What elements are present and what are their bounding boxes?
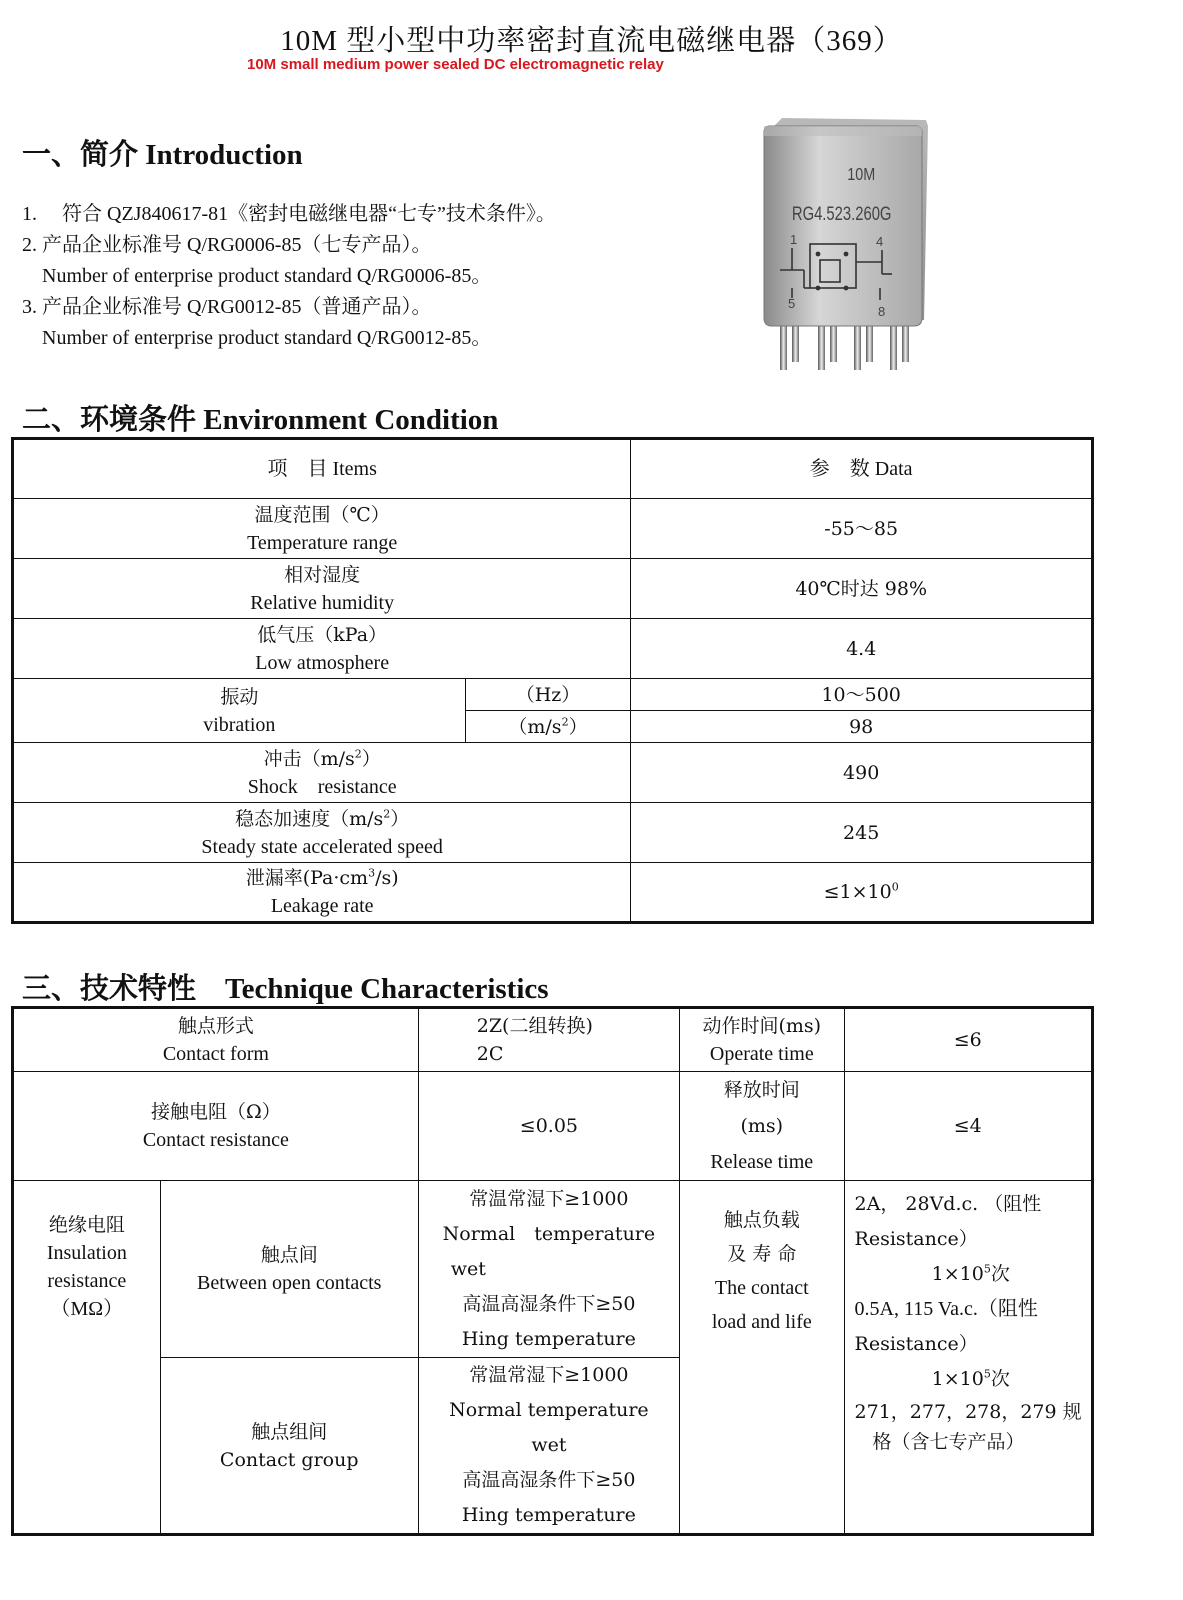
tech-item-unit: （MΩ） xyxy=(50,1298,124,1320)
relay-model-text: 10M xyxy=(847,164,876,185)
tech-item-en: Contact resistance xyxy=(142,1129,289,1151)
env-table xyxy=(11,437,1094,924)
tech-item-en: Release time xyxy=(710,1151,814,1173)
env-value: 40℃时达 98% xyxy=(631,559,1093,619)
relay-pin-label: 8 xyxy=(878,304,886,319)
env-item-en: Low atmosphere xyxy=(255,651,390,674)
env-item xyxy=(13,803,631,863)
table-row xyxy=(13,743,1093,803)
table-row xyxy=(13,439,1093,499)
tech-item-cn: 及 寿 命 xyxy=(727,1243,797,1265)
table-row xyxy=(13,803,1093,863)
relay-pin-label: 5 xyxy=(788,296,796,311)
env-item-cn: 稳态加速度$(m/s^2)$ xyxy=(235,807,410,830)
tech-item xyxy=(160,1181,418,1358)
intro-line: Number of enterprise product standard Q/RG0012-85。 xyxy=(22,327,492,349)
relay-pin-label: 1 xyxy=(790,232,798,247)
env-item xyxy=(13,619,631,679)
tech-item-en: Between open contacts xyxy=(197,1272,382,1294)
tech-item-cn: 触点形式 xyxy=(177,1015,254,1037)
tech-item-cn: 释放时间 xyxy=(723,1079,800,1101)
tech-item-cn: 绝缘电阻 xyxy=(48,1214,125,1236)
intro-list xyxy=(22,199,556,354)
table-row xyxy=(13,679,1093,711)
env-value: -55～85 xyxy=(631,499,1093,559)
tech-value-load: 2A， 28Vd.c. （阻性 Resistance） $1\times 10^5$次 0.5A, 115 Va.c.（阻性 Resistance） $1\times 10^5$次 271，277，278，279 规 格（含七专产品） xyxy=(844,1181,1092,1535)
intro-line: Number of enterprise product standard Q/RG0006-85。 xyxy=(22,265,492,287)
env-item-vibration xyxy=(13,679,466,743)
tech-item-cn: 接触电阻（Ω） xyxy=(150,1101,281,1123)
tech-value: ≤4 xyxy=(844,1072,1092,1181)
intro-line: 2. 产品企业标准号 Q/RG0006-85（七专产品）。 xyxy=(22,234,432,256)
env-value: 245 xyxy=(631,803,1093,863)
tech-item-cn: 触点负载 xyxy=(723,1209,800,1231)
tech-value: 常温常湿下≥1000 Normal temperature wet 高温高湿条件下≥50 Hing temperature xyxy=(418,1181,679,1358)
tech-heading: 三、技术特性 Technique Characteristics xyxy=(22,973,549,1005)
tech-item xyxy=(680,1072,845,1181)
env-value: 98 xyxy=(631,711,1093,743)
tech-item-en: Contact form xyxy=(162,1043,269,1065)
env-item xyxy=(13,863,631,923)
env-item-cn: 低气压（kPa） xyxy=(257,623,388,646)
table-row xyxy=(13,559,1093,619)
table-row xyxy=(13,1008,1093,1072)
tech-item-en: The contact xyxy=(714,1277,809,1299)
env-item xyxy=(13,743,631,803)
env-item-cn: 相对湿度 xyxy=(284,563,361,586)
env-heading: 二、环境条件 Environment Condition xyxy=(22,404,499,436)
tech-value: ≤6 xyxy=(844,1008,1092,1072)
table-row xyxy=(13,499,1093,559)
table-row xyxy=(13,863,1093,923)
env-value: $\le 1\times 10^0$ xyxy=(631,863,1093,923)
tech-item-en: load and life xyxy=(711,1311,812,1333)
env-item xyxy=(13,559,631,619)
env-item-en: Shock resistance xyxy=(247,775,397,798)
tech-item-en: Insulation xyxy=(46,1242,127,1264)
table-row xyxy=(13,1181,1093,1358)
env-item-cn: 冲击$(m/s^2)$ xyxy=(263,747,381,770)
tech-item xyxy=(160,1358,418,1535)
tech-item-insulation xyxy=(13,1181,161,1535)
tech-item-cn: (ms) xyxy=(740,1115,784,1137)
tech-item xyxy=(13,1008,419,1072)
env-value: 490 xyxy=(631,743,1093,803)
tech-item xyxy=(13,1072,419,1181)
tech-value: 2Z(二组转换) 2C xyxy=(418,1008,679,1072)
env-value: 4.4 xyxy=(631,619,1093,679)
tech-item xyxy=(680,1008,845,1072)
tech-item-en: Contact group xyxy=(219,1448,359,1471)
tech-table xyxy=(11,1006,1094,1536)
env-item-cn: 振动 xyxy=(220,685,259,708)
env-item-cn: 泄漏率$(Pa\cdot cm^3/s)$ xyxy=(245,866,399,889)
relay-code-text: RG4.523.260G xyxy=(791,203,892,225)
tech-value: 常温常湿下≥1000 Normal temperature wet 高温高湿条件下≥50 Hing temperature xyxy=(418,1358,679,1535)
env-item-en: Temperature range xyxy=(247,531,398,554)
env-item-en: Leakage rate xyxy=(270,895,374,917)
intro-heading: 一、简介 Introduction xyxy=(22,139,303,171)
relay-product-image xyxy=(756,112,936,378)
env-item xyxy=(13,499,631,559)
env-item-en: Relative humidity xyxy=(250,591,395,614)
env-item-en: vibration xyxy=(203,713,276,736)
table-row xyxy=(13,1072,1093,1181)
tech-item-cn: 触点间 xyxy=(260,1244,318,1266)
env-item-cn: 温度范围（℃） xyxy=(254,503,390,526)
doc-title-en: 10M small medium power sealed DC electromagnetic relay xyxy=(247,56,664,73)
tech-item-en: resistance xyxy=(47,1270,127,1292)
env-item-en: Steady state accelerated speed xyxy=(201,835,443,858)
env-col-data: 参 数 Data xyxy=(631,439,1093,499)
relay-pin-label: 4 xyxy=(876,234,884,249)
doc-title-cn: 10M 型小型中功率密封直流电磁继电器（369） xyxy=(280,25,903,57)
intro-line: 3. 产品企业标准号 Q/RG0012-85（普通产品）。 xyxy=(22,296,432,318)
env-unit: （Hz） xyxy=(465,679,631,711)
table-row xyxy=(13,619,1093,679)
tech-value: ≤0.05 xyxy=(418,1072,679,1181)
tech-item-en: Operate time xyxy=(709,1043,814,1065)
env-value: 10～500 xyxy=(631,679,1093,711)
intro-line: 1. 符合 QZJ840617-81《密封电磁继电器“七专”技术条件》。 xyxy=(22,203,556,225)
env-unit: $(m/s^2)$ xyxy=(465,711,631,743)
tech-item-cn: 触点组间 xyxy=(251,1420,328,1443)
tech-item-load xyxy=(680,1181,845,1535)
tech-item-cn: 动作时间(ms) xyxy=(702,1015,822,1037)
env-col-items: 项 目 Items xyxy=(13,439,631,499)
